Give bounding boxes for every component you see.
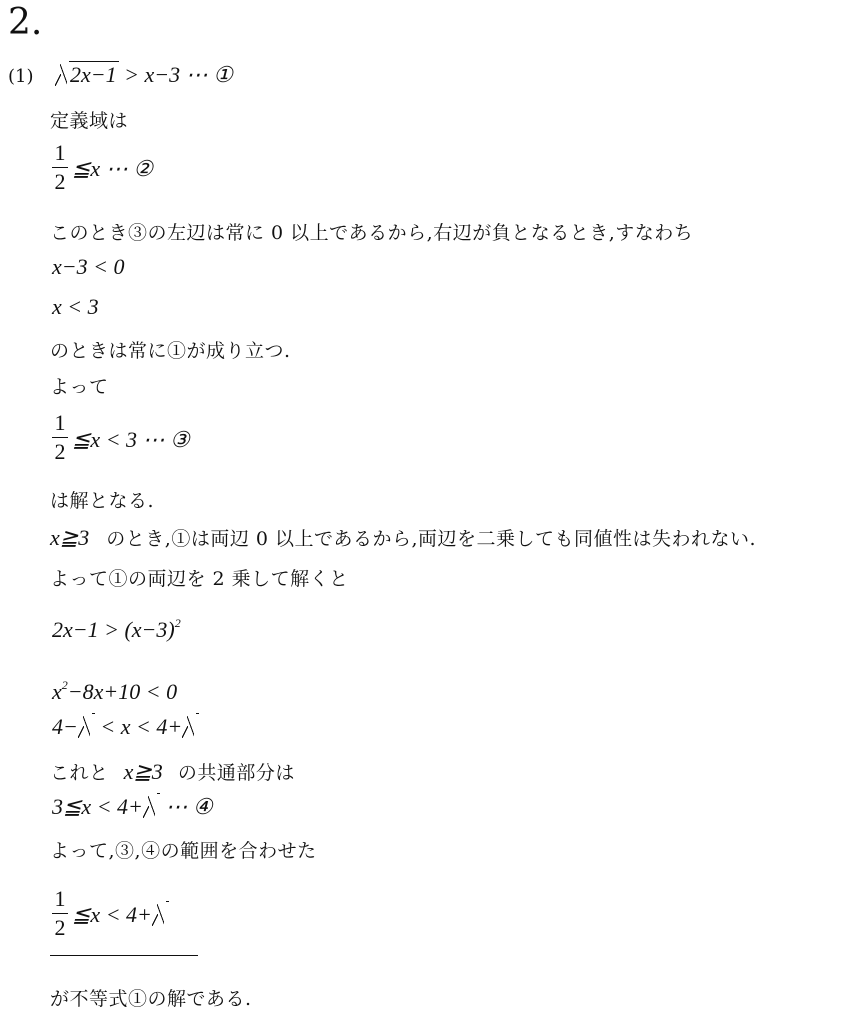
- paragraph-7-math: x≧3: [123, 759, 163, 784]
- paragraph-2: のときは常に①が成り立つ.: [50, 340, 291, 362]
- sqrt-argument: [166, 901, 169, 927]
- fraction-bar: [52, 913, 68, 914]
- sqrt-argument: [92, 713, 95, 739]
- inequality-1-rhs: > x−3 ⋯ ①: [118, 62, 233, 87]
- paragraph-4: は解となる.: [50, 490, 155, 512]
- fraction-denominator: 2: [54, 915, 66, 940]
- fraction-bar: [52, 167, 68, 168]
- part-label: (1): [8, 66, 34, 87]
- sqrt-argument: [196, 713, 199, 739]
- sqrt-argument: [157, 793, 160, 819]
- equation-quadratic-base: x: [52, 679, 62, 704]
- paragraph-7-text-b: の共通部分は: [177, 762, 295, 784]
- fraction-denominator: 2: [54, 439, 66, 464]
- final-answer-mid: ≦x < 4+: [72, 902, 152, 927]
- fraction-numerator: 1: [54, 410, 66, 435]
- sqrt-sign: [143, 794, 160, 820]
- equation-x-lt-3: x < 3: [52, 294, 99, 319]
- sqrt-sign: [182, 714, 199, 740]
- equation-squared-lhs: 2x−1 > (x−3): [52, 617, 175, 642]
- fraction-half-1: [52, 140, 68, 195]
- inequality-1: [55, 62, 233, 88]
- solution-range-left: 4−: [52, 714, 78, 739]
- equation-squared-exponent: 2: [174, 616, 181, 630]
- text-domain: 定義域は: [50, 110, 129, 132]
- fraction-numerator: 1: [54, 140, 66, 165]
- answer-underline: [50, 955, 198, 956]
- paragraph-1: このとき③の左辺は常に 0 以上であるから,右辺が負となるとき,すなわち: [50, 222, 694, 244]
- paragraph-5-math: x≧3: [50, 525, 90, 550]
- equation-quadratic-rest: −8x+10 < 0: [67, 679, 178, 704]
- sqrt-sign: [152, 902, 169, 928]
- sqrt-sign: [78, 714, 95, 740]
- condition-2: ≦x ⋯ ②: [72, 156, 153, 181]
- sqrt-sign: [55, 62, 119, 88]
- solution-range-mid: < x < 4+: [94, 714, 183, 739]
- paragraph-3: よって: [50, 376, 109, 398]
- fraction-denominator: 2: [54, 169, 66, 194]
- paragraph-7: [50, 758, 295, 785]
- condition-3: ≦x < 3 ⋯ ③: [72, 427, 190, 452]
- condition-4: [52, 794, 213, 820]
- equation-x-minus-3: x−3 < 0: [52, 254, 125, 279]
- paragraph-9: が不等式①の解である.: [50, 988, 252, 1010]
- fraction-half-2: [52, 410, 68, 465]
- fraction-numerator: 1: [54, 886, 66, 911]
- paragraph-7-text-a: これと: [50, 762, 109, 784]
- fraction-bar: [52, 437, 68, 438]
- fraction-half-3: [52, 886, 68, 941]
- paragraph-8: よって,③,④の範囲を合わせた: [50, 840, 317, 862]
- condition-4-left: 3≦x < 4+: [52, 794, 143, 819]
- equation-solution-range: [52, 714, 199, 740]
- equation-quadratic-exponent: 2: [61, 678, 68, 692]
- final-answer: [72, 902, 169, 928]
- paragraph-6: よって①の両辺を 2 乗して解くと: [50, 568, 349, 590]
- equation-quadratic: [52, 678, 177, 705]
- paragraph-5: [50, 524, 756, 551]
- condition-4-tail: ⋯ ④: [159, 794, 213, 819]
- paragraph-5-text: のとき,①は両辺 0 以上であるから,両辺を二乗しても同値性は失われない.: [106, 528, 757, 550]
- problem-number: 2.: [8, 2, 43, 43]
- inequality-1-radicand: 2x−1: [70, 62, 117, 87]
- equation-squared: [52, 616, 181, 643]
